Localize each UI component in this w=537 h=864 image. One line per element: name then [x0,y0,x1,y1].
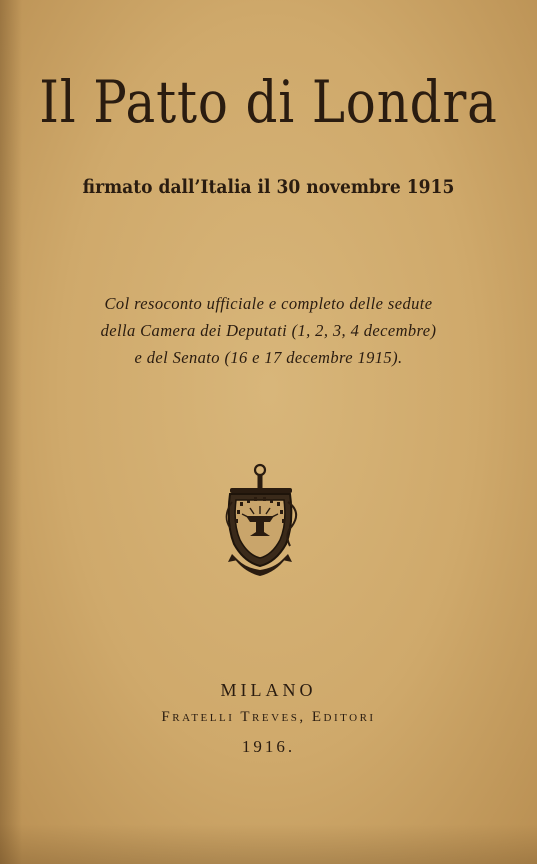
imprint-city: MILANO [220,680,317,700]
book-subtitle: firmato dall’Italia il 30 novembre 1915 [82,176,455,198]
description-line-1: Col resoconto ufficiale e completo delle sedute [104,294,433,313]
imprint-publisher: Fratelli Treves, Editori [161,709,376,725]
page-shadow-left [0,0,22,864]
description-line-2: della Camera dei Deputati (1, 2, 3, 4 decembre) [100,321,437,340]
publisher-emblem-icon [220,462,306,582]
page-shadow-bottom [0,824,537,864]
book-description [0,290,537,371]
description-line-3: e del Senato (16 e 17 decembre 1915). [134,348,403,367]
book-title: Il Patto di Londra [39,68,498,136]
imprint-year: 1916. [241,737,296,756]
